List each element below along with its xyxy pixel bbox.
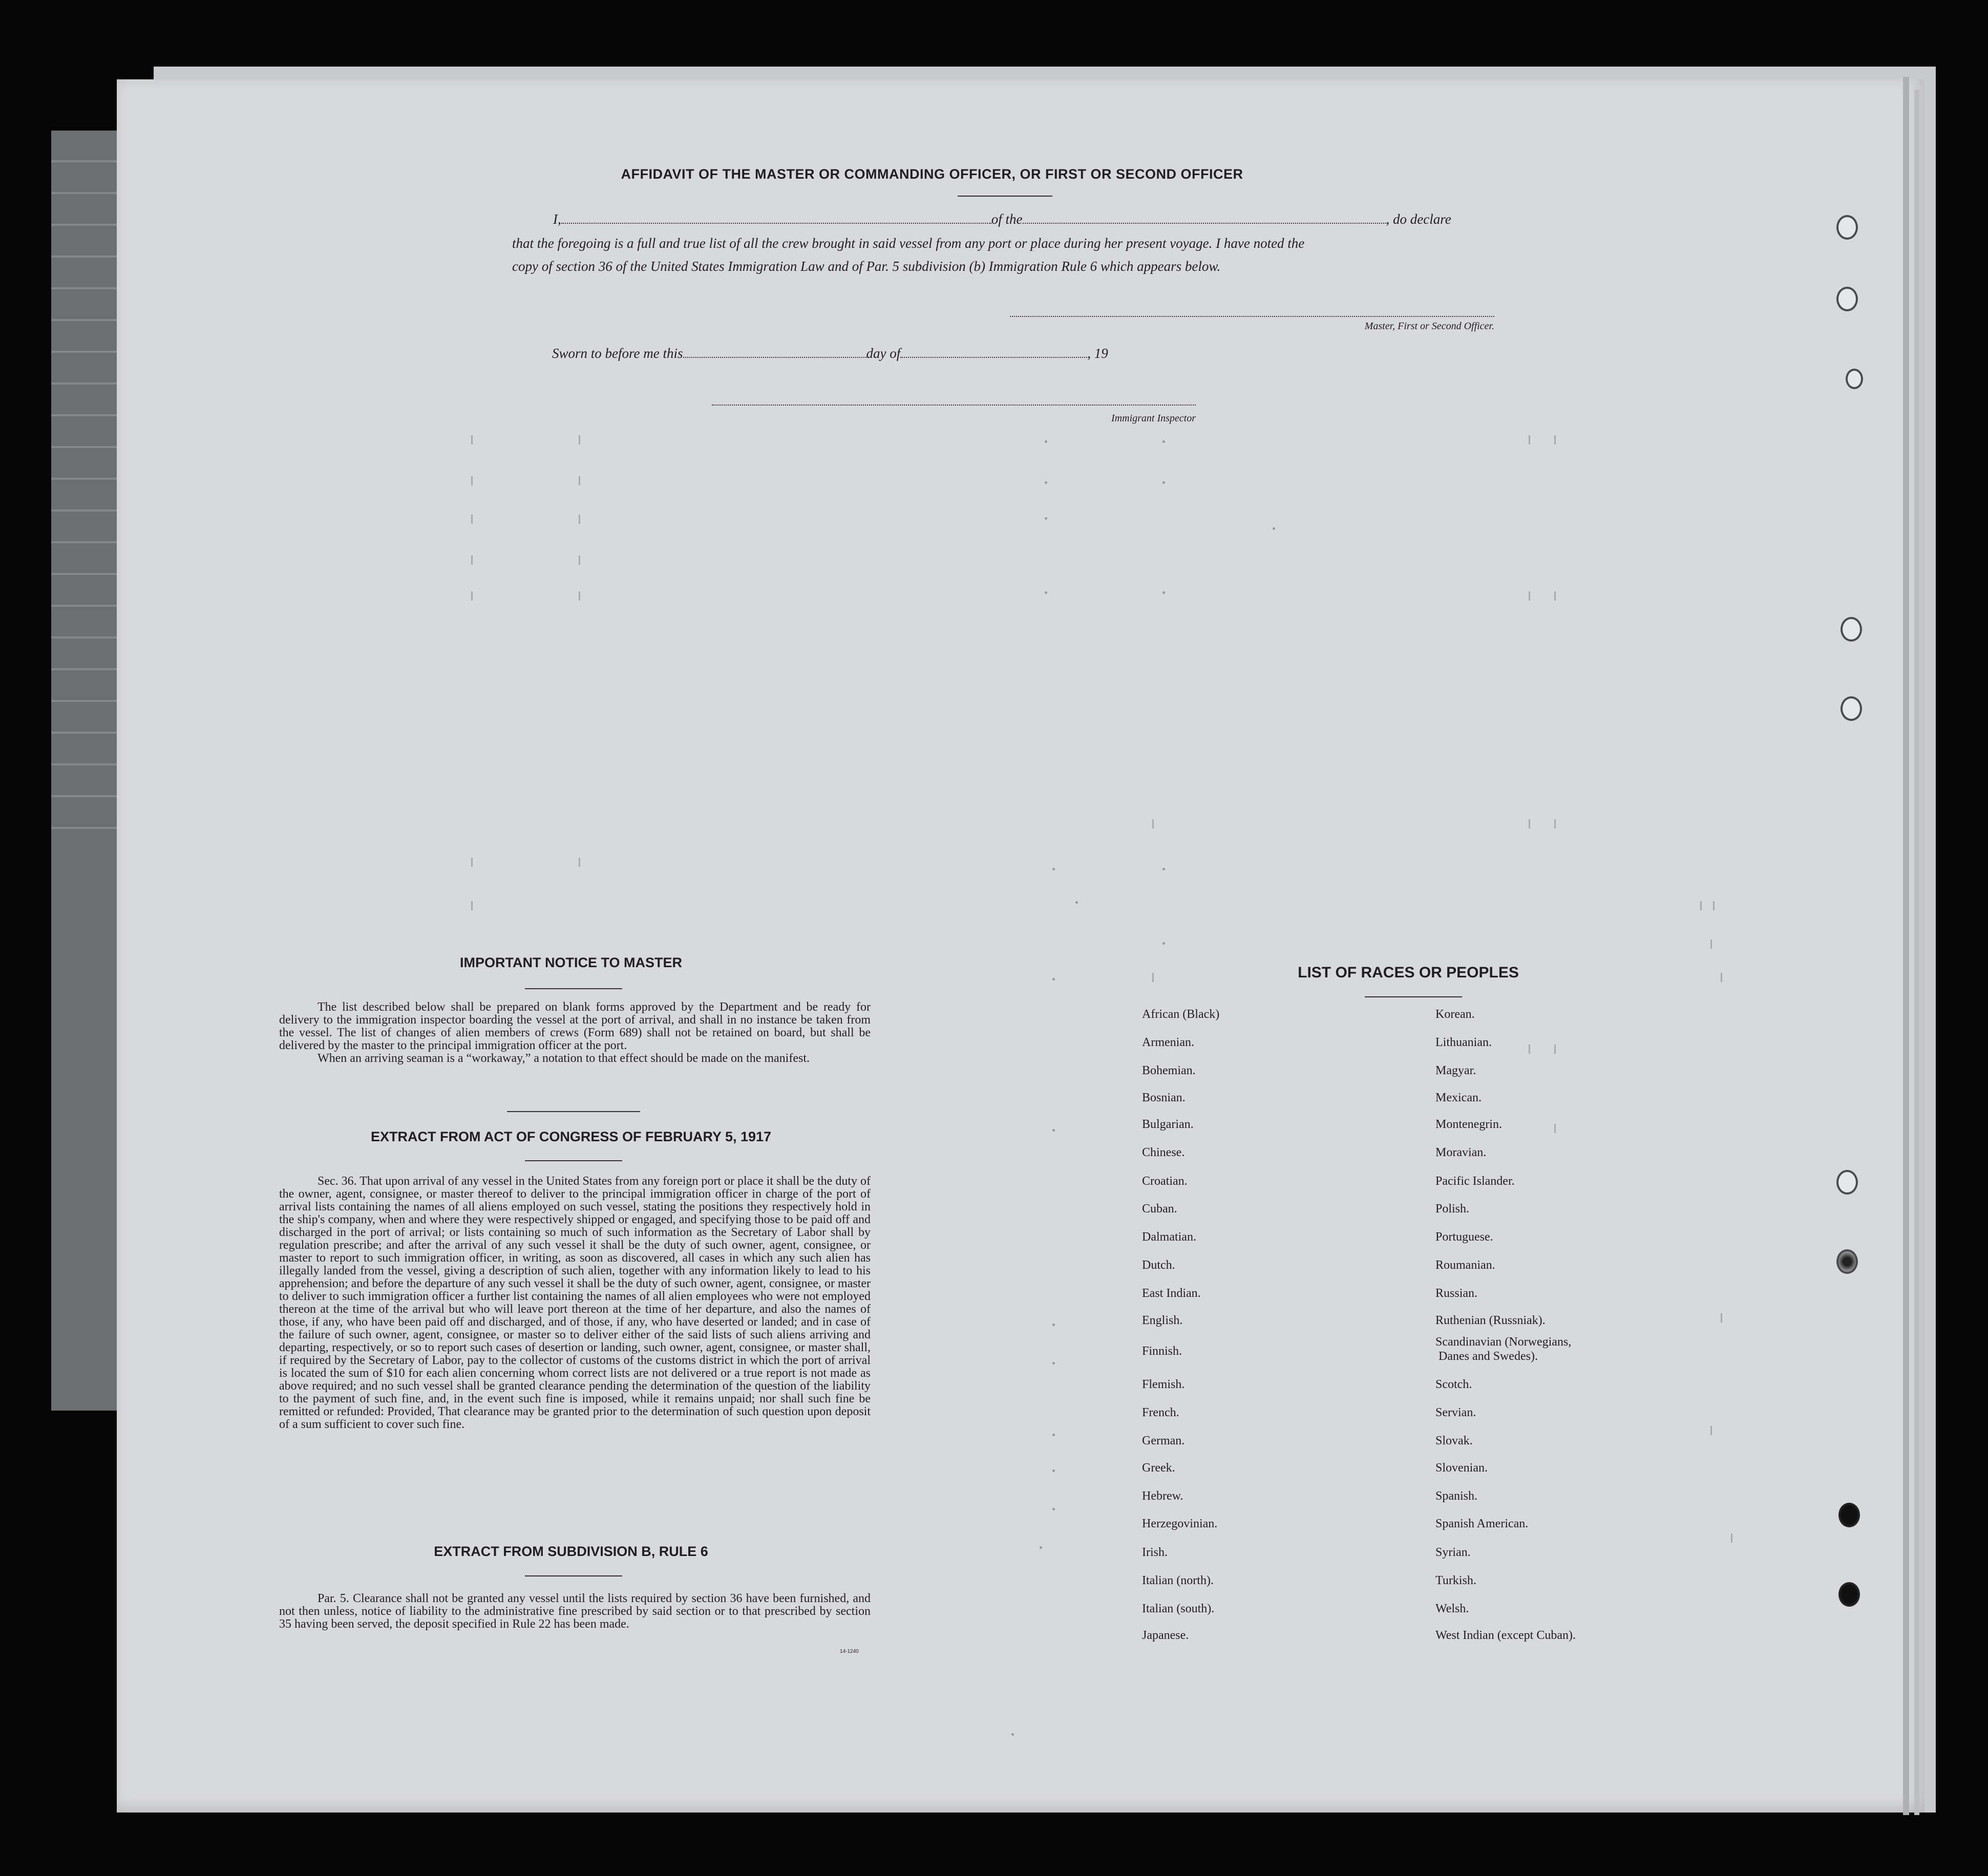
race-item: Pacific Islander. bbox=[1435, 1175, 1515, 1188]
race-item: East Indian. bbox=[1142, 1287, 1201, 1300]
race-item: Syrian. bbox=[1435, 1546, 1471, 1559]
binder-hole-punched bbox=[1838, 1503, 1860, 1527]
race-item: English. bbox=[1142, 1314, 1183, 1327]
race-item: Moravian. bbox=[1435, 1146, 1487, 1159]
bleed-through-tick bbox=[471, 435, 473, 444]
bleed-through-tick bbox=[1529, 819, 1530, 828]
bleed-through-tick bbox=[579, 435, 580, 444]
bleed-through-tick bbox=[579, 515, 580, 524]
bleed-through-tick bbox=[579, 591, 580, 601]
bleed-through-tick bbox=[1710, 940, 1712, 949]
race-item: Cuban. bbox=[1142, 1202, 1177, 1216]
race-item: French. bbox=[1142, 1406, 1179, 1419]
bleed-through-dot bbox=[1162, 481, 1165, 484]
notice-end-rule bbox=[507, 1111, 640, 1112]
race-item: Mexican. bbox=[1435, 1091, 1482, 1104]
par-5-paragraph: Par. 5. Clearance shall not be granted any vessel until the lists required by section 36 have been furnished, and not then unless, notice of liability to the administrative fine prescribed by said section or to that prescribed by section 35 having been served, the deposit specified in Rule 22 has been made. bbox=[279, 1592, 871, 1631]
race-item: Flemish. bbox=[1142, 1378, 1185, 1391]
sworn-day-blank bbox=[683, 357, 866, 358]
race-item: Lithuanian. bbox=[1435, 1036, 1492, 1049]
bleed-through-tick bbox=[1554, 1124, 1556, 1133]
bleed-through-dot bbox=[1052, 1434, 1055, 1436]
signature-caption-inspector: Immigrant Inspector bbox=[1111, 413, 1196, 424]
affidavit-i: I, bbox=[553, 211, 561, 227]
race-item: Welsh. bbox=[1435, 1602, 1469, 1615]
races-title: LIST OF RACES OR PEOPLES bbox=[1298, 964, 1519, 981]
race-item: Slovenian. bbox=[1435, 1461, 1488, 1475]
bleed-through-tick bbox=[471, 556, 473, 565]
race-item: Russian. bbox=[1435, 1287, 1478, 1300]
sworn-year: , 19 bbox=[1087, 346, 1108, 361]
notice-paragraph-2: When an arriving seaman is a “workaway,” a notation to that effect should be made on the manifest. bbox=[318, 1052, 810, 1065]
bleed-through-dot bbox=[1273, 527, 1275, 530]
bleed-through-dot bbox=[1162, 440, 1165, 443]
form-number: 14-1240 bbox=[840, 1649, 859, 1654]
notice-rule bbox=[525, 988, 622, 989]
race-item: Spanish. bbox=[1435, 1489, 1478, 1503]
bleed-through-tick bbox=[1529, 1044, 1530, 1054]
binder-hole bbox=[1846, 369, 1863, 389]
race-item: Bulgarian. bbox=[1142, 1118, 1194, 1131]
bleed-through-tick bbox=[1710, 1426, 1712, 1435]
race-item: Greek. bbox=[1142, 1461, 1175, 1475]
notice-text bbox=[279, 1001, 871, 1065]
page-edge-right bbox=[1903, 77, 1909, 1815]
race-item: African (Black) bbox=[1142, 1008, 1220, 1021]
bleed-through-dot bbox=[1052, 978, 1055, 980]
extract-rule-rule bbox=[525, 1575, 622, 1576]
bleed-through-tick bbox=[471, 858, 473, 867]
race-item: Portuguese. bbox=[1435, 1230, 1493, 1244]
race-item: Bohemian. bbox=[1142, 1064, 1196, 1077]
sworn-line bbox=[552, 346, 1108, 361]
bleed-through-tick bbox=[471, 901, 473, 910]
bleed-through-tick bbox=[1721, 1313, 1722, 1323]
bleed-through-dot bbox=[1052, 868, 1055, 870]
bleed-through-tick bbox=[471, 591, 473, 601]
binder-hole-punched bbox=[1838, 1582, 1860, 1607]
bleed-through-tick bbox=[1713, 901, 1715, 910]
binder-hole bbox=[1836, 1170, 1858, 1195]
bleed-through-dot bbox=[1162, 942, 1165, 945]
title-rule bbox=[958, 196, 1052, 197]
bleed-through-tick bbox=[1554, 435, 1556, 444]
bleed-through-tick bbox=[1700, 901, 1702, 910]
race-item: West Indian (except Cuban). bbox=[1435, 1629, 1576, 1642]
bleed-through-dot bbox=[1052, 1129, 1055, 1132]
extract-rule-text bbox=[279, 1592, 871, 1631]
page-edge-right-2 bbox=[1914, 90, 1919, 1815]
race-item: Korean. bbox=[1435, 1008, 1475, 1021]
race-item: Slovak. bbox=[1435, 1434, 1473, 1447]
bleed-through-dot bbox=[1052, 1362, 1055, 1365]
bleed-through-dot bbox=[1045, 440, 1047, 443]
race-item: Chinese. bbox=[1142, 1146, 1185, 1159]
binder-hole bbox=[1836, 215, 1858, 240]
binder-hole bbox=[1836, 287, 1858, 311]
bleed-through-tick bbox=[1554, 1044, 1556, 1054]
sworn-day-of: day of bbox=[866, 346, 901, 361]
affidavit-title: AFFIDAVIT OF THE MASTER OR COMMANDING OFFICER, OR FIRST OR SECOND OFFICER bbox=[621, 166, 1243, 182]
signature-caption-master: Master, First or Second Officer. bbox=[1364, 321, 1494, 332]
extract-act-title: EXTRACT FROM ACT OF CONGRESS OF FEBRUARY 5, 1917 bbox=[370, 1129, 772, 1144]
bleed-through-dot bbox=[1162, 591, 1165, 594]
bleed-through-tick bbox=[1554, 591, 1556, 601]
bleed-through-dot bbox=[1045, 517, 1047, 520]
race-item: Roumanian. bbox=[1435, 1259, 1495, 1272]
bleed-through-tick bbox=[471, 515, 473, 524]
notice-title: IMPORTANT NOTICE TO MASTER bbox=[460, 955, 682, 970]
signature-line-master bbox=[1010, 316, 1494, 317]
race-item: Dutch. bbox=[1142, 1259, 1175, 1272]
race-item: Croatian. bbox=[1142, 1175, 1188, 1188]
affidavit-line-2: that the foregoing is a full and true list of all the crew brought in said vessel from any port or place during her present voyage. I have noted the bbox=[512, 236, 1305, 251]
race-item: Hebrew. bbox=[1142, 1489, 1183, 1503]
race-item: Servian. bbox=[1435, 1406, 1476, 1419]
bleed-through-tick bbox=[1529, 591, 1530, 601]
binder-hole-torn bbox=[1836, 1249, 1858, 1274]
race-item: Polish. bbox=[1435, 1202, 1470, 1216]
race-item: German. bbox=[1142, 1434, 1185, 1447]
affidavit-of-the: of the bbox=[991, 211, 1023, 227]
bleed-through-dot bbox=[1045, 481, 1047, 484]
bleed-through-dot bbox=[1011, 1733, 1014, 1736]
race-item: Armenian. bbox=[1142, 1036, 1194, 1049]
extract-rule-title: EXTRACT FROM SUBDIVISION B, RULE 6 bbox=[434, 1544, 708, 1559]
sworn-text: Sworn to before me this bbox=[552, 346, 683, 361]
bleed-through-dot bbox=[1075, 901, 1078, 904]
bleed-through-tick bbox=[1731, 1533, 1732, 1543]
name-blank bbox=[561, 223, 991, 224]
bleed-through-dot bbox=[1045, 591, 1047, 594]
binder-hole bbox=[1841, 696, 1862, 721]
race-item: Scandinavian (Norwegians, Danes and Swedes). bbox=[1435, 1335, 1572, 1363]
races-rule bbox=[1365, 996, 1462, 997]
bleed-through-tick bbox=[1721, 973, 1722, 982]
bleed-through-dot bbox=[1162, 868, 1165, 870]
race-item: Spanish American. bbox=[1435, 1517, 1529, 1530]
bleed-through-dot bbox=[1052, 1324, 1055, 1326]
extract-act-text bbox=[279, 1175, 871, 1431]
race-item: Montenegrin. bbox=[1435, 1118, 1502, 1131]
bleed-through-dot bbox=[1040, 1546, 1042, 1549]
notice-paragraph-1: The list described below shall be prepared on blank forms approved by the Department and be ready for delivery to the immigration inspector boarding the vessel at the port of arrival, and shall in no instance be taken from the vessel. The list of changes of alien members of crews (Form 689) shall not be retained on board, but shall be delivered by the master to the principal immigration officer at the port. bbox=[279, 1000, 871, 1052]
binder-hole bbox=[1841, 617, 1862, 642]
bleed-through-tick bbox=[1152, 819, 1154, 828]
bleed-through-tick bbox=[1529, 435, 1530, 444]
race-item: Scotch. bbox=[1435, 1378, 1472, 1391]
race-item: Ruthenian (Russniak). bbox=[1435, 1314, 1546, 1327]
affidavit-declare: , do declare bbox=[1386, 211, 1451, 227]
bleed-through-dot bbox=[1052, 1469, 1055, 1472]
race-item: Magyar. bbox=[1435, 1064, 1476, 1077]
bleed-through-tick bbox=[579, 858, 580, 867]
race-item: Turkish. bbox=[1435, 1574, 1476, 1587]
extract-act-rule bbox=[525, 1160, 622, 1161]
bleed-through-tick bbox=[579, 476, 580, 485]
sworn-month-blank bbox=[900, 357, 1087, 358]
bleed-through-tick bbox=[1554, 819, 1556, 828]
race-item: Japanese. bbox=[1142, 1629, 1189, 1642]
race-item: Dalmatian. bbox=[1142, 1230, 1196, 1244]
affidavit-line-1 bbox=[553, 211, 1495, 227]
race-item: Bosnian. bbox=[1142, 1091, 1186, 1104]
race-item: Italian (north). bbox=[1142, 1574, 1214, 1587]
race-item: Irish. bbox=[1142, 1546, 1168, 1559]
race-item: Finnish. bbox=[1142, 1345, 1182, 1358]
section-36-paragraph: Sec. 36. That upon arrival of any vessel in the United States from any foreign port or place it shall be the duty of the owner, agent, consignee, or master thereof to deliver to the principal immigration officer in charge of the port of arrival lists containing the names of all aliens employed on such vessel, stating the positions they respectively hold in the ship's company, when and where they were respectively shipped or engaged, and specifying those to be paid off and discharged in the port of arrival; or lists containing so much of such information as the Secretary of Labor shall by regulation prescribe; and after the arrival of any such vessel it shall be the duty of such owner, agent, consignee, or master to report to such immigration officer, in writing, as soon as discovered, all cases in which any such alien has illegally landed from the vessel, giving a description of such alien, together with any information likely to lead to his apprehension; and before the departure of any such vessel it shall be the duty of such owner, agent, consignee, or master to deliver to such immigration officer a further list containing the names of all alien employees who were not employed thereon at the time of the arrival but who will leave port thereon at the time of her departure, and also the names of those, if any, who have been paid off and discharged, and of those, if any, who have deserted or landed; and in case of the failure of such owner, agent, consignee, or master so to deliver either of the said lists of such aliens arriving and departing, respectively, or so to report such cases of desertion or landing, such owner, agent, consignee, or master shall, if required by the Secretary of Labor, pay to the collector of customs of the customs district in which the port of arrival is located the sum of $10 for each alien concerning whom correct lists are not delivered or a true report is not made as above required; and no such vessel shall be granted clearance pending the determination of the question of the liability to the payment of such fine, and, in the event such fine is imposed, while it remains unpaid; nor shall such fine be remitted or refunded: Provided, That clearance may be granted prior to the determination of such question upon deposit of a sum sufficient to cover such fine. bbox=[279, 1175, 871, 1431]
race-item: Herzegovinian. bbox=[1142, 1517, 1218, 1530]
bleed-through-dot bbox=[1052, 1508, 1055, 1510]
bleed-through-tick bbox=[1152, 973, 1154, 982]
vessel-blank bbox=[1023, 223, 1386, 224]
race-item: Italian (south). bbox=[1142, 1602, 1215, 1615]
signature-line-inspector bbox=[712, 404, 1196, 406]
bleed-through-tick bbox=[579, 556, 580, 565]
bleed-through-tick bbox=[471, 476, 473, 485]
affidavit-line-3: copy of section 36 of the United States Immigration Law and of Par. 5 subdivision (b) Immigration Rule 6 which appears below. bbox=[512, 259, 1221, 274]
